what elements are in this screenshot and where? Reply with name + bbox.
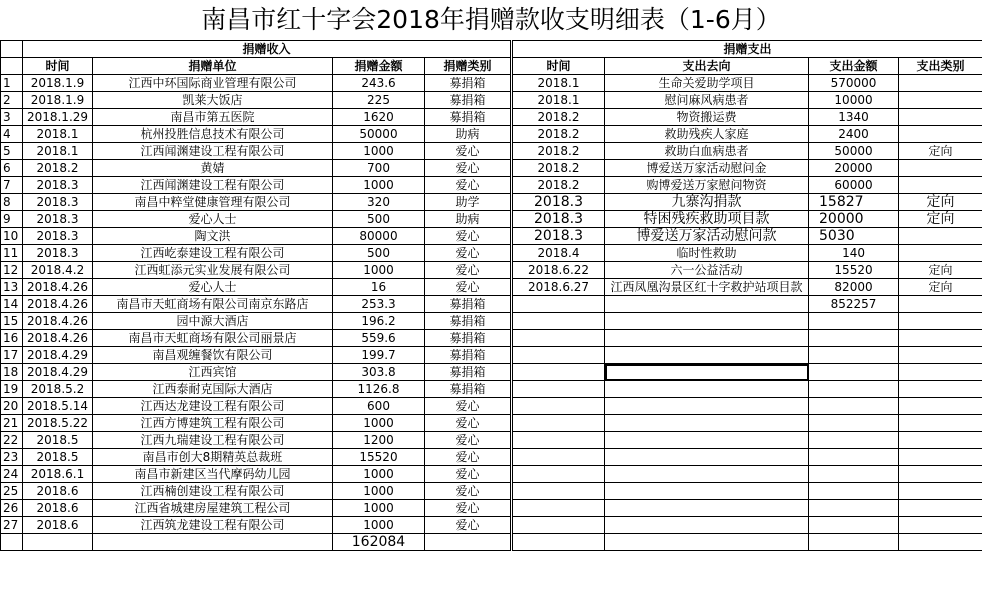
income-date-cell[interactable]: 2018.6 — [23, 500, 93, 517]
income-date-cell[interactable]: 2018.3 — [23, 245, 93, 262]
expense-amount-cell[interactable]: 570000 — [809, 75, 899, 92]
expense-column-header[interactable]: 支出类别 — [899, 58, 982, 75]
expense-amount-cell[interactable] — [809, 466, 899, 483]
expense-destination-cell[interactable] — [605, 313, 809, 330]
income-amount-cell[interactable]: 1000 — [333, 517, 425, 534]
income-date-cell[interactable]: 2018.5.14 — [23, 398, 93, 415]
row-index-cell[interactable]: 8 — [1, 194, 23, 211]
table-row — [1, 364, 982, 381]
income-donor-cell[interactable] — [93, 534, 333, 551]
income-amount-cell[interactable]: 15520 — [333, 449, 425, 466]
table-row — [1, 415, 982, 432]
income-donor-cell[interactable]: 凯莱大饭店 — [93, 92, 333, 109]
expense-type-cell[interactable] — [899, 415, 982, 432]
expense-date-cell[interactable] — [513, 432, 605, 449]
blank-cell[interactable] — [1, 41, 23, 58]
table-row — [1, 126, 982, 143]
expense-destination-cell[interactable]: 六一公益活动 — [605, 262, 809, 279]
table-row — [1, 517, 982, 534]
row-index-cell[interactable]: 2 — [1, 92, 23, 109]
income-type-cell[interactable]: 助病 — [425, 126, 511, 143]
income-date-cell[interactable]: 2018.1.9 — [23, 92, 93, 109]
expense-destination-cell[interactable]: 生命关爱助学项目 — [605, 75, 809, 92]
income-date-cell[interactable] — [23, 534, 93, 551]
row-index-cell[interactable]: 14 — [1, 296, 23, 313]
income-donor-cell[interactable]: 南昌市天虹商场有限公司南京东路店 — [93, 296, 333, 313]
income-date-cell[interactable]: 2018.4.26 — [23, 279, 93, 296]
income-donor-cell[interactable]: 黄婧 — [93, 160, 333, 177]
income-date-cell[interactable]: 2018.1.9 — [23, 75, 93, 92]
row-index-cell[interactable]: 4 — [1, 126, 23, 143]
table-row — [1, 262, 982, 279]
income-donor-cell[interactable]: 江西九瑞建设工程有限公司 — [93, 432, 333, 449]
expense-destination-cell[interactable]: 慰问麻风病患者 — [605, 92, 809, 109]
income-date-cell[interactable]: 2018.5 — [23, 449, 93, 466]
row-index-cell[interactable]: 26 — [1, 500, 23, 517]
income-donor-cell[interactable]: 江西达龙建设工程有限公司 — [93, 398, 333, 415]
income-type-cell[interactable]: 助学 — [425, 194, 511, 211]
table-row — [1, 228, 982, 245]
expense-date-cell[interactable] — [513, 313, 605, 330]
expense-destination-cell[interactable]: 购博爱送万家慰问物资 — [605, 177, 809, 194]
expense-type-cell[interactable] — [899, 92, 982, 109]
income-type-cell[interactable]: 爱心 — [425, 466, 511, 483]
row-index-cell[interactable]: 18 — [1, 364, 23, 381]
expense-date-cell[interactable] — [513, 364, 605, 381]
table-row — [1, 109, 982, 126]
expense-date-cell[interactable]: 2018.1 — [513, 75, 605, 92]
income-donor-cell[interactable]: 爱心人士 — [93, 279, 333, 296]
expense-amount-cell[interactable] — [809, 534, 899, 551]
row-index-cell[interactable]: 20 — [1, 398, 23, 415]
income-date-cell[interactable]: 2018.4.26 — [23, 296, 93, 313]
income-type-cell[interactable]: 爱心 — [425, 517, 511, 534]
income-column-header[interactable]: 捐赠金额 — [333, 58, 425, 75]
row-index-cell[interactable]: 13 — [1, 279, 23, 296]
expense-type-cell[interactable] — [899, 330, 982, 347]
income-type-cell[interactable]: 爱心 — [425, 262, 511, 279]
income-section-header[interactable]: 捐赠收入 — [23, 41, 511, 58]
row-index-cell[interactable]: 15 — [1, 313, 23, 330]
income-type-cell[interactable]: 募捐箱 — [425, 296, 511, 313]
expense-amount-cell[interactable] — [809, 432, 899, 449]
income-amount-cell[interactable]: 1000 — [333, 483, 425, 500]
income-amount-cell[interactable]: 600 — [333, 398, 425, 415]
income-amount-cell[interactable]: 1000 — [333, 177, 425, 194]
income-type-cell[interactable]: 爱心 — [425, 432, 511, 449]
expense-column-header[interactable]: 时间 — [513, 58, 605, 75]
expense-amount-cell[interactable] — [809, 364, 899, 381]
income-type-cell[interactable]: 募捐箱 — [425, 92, 511, 109]
table-row — [1, 245, 982, 262]
expense-destination-cell[interactable] — [605, 415, 809, 432]
income-date-cell[interactable]: 2018.3 — [23, 177, 93, 194]
column-header-row — [1, 58, 982, 75]
row-index-cell[interactable] — [1, 534, 23, 551]
table-row — [1, 330, 982, 347]
income-amount-cell[interactable]: 1000 — [333, 415, 425, 432]
row-index-cell[interactable]: 1 — [1, 75, 23, 92]
income-type-cell[interactable]: 募捐箱 — [425, 364, 511, 381]
row-index-cell[interactable]: 19 — [1, 381, 23, 398]
expense-destination-cell[interactable] — [605, 330, 809, 347]
income-type-cell[interactable]: 募捐箱 — [425, 347, 511, 364]
row-index-cell[interactable]: 16 — [1, 330, 23, 347]
row-index-cell[interactable]: 9 — [1, 211, 23, 228]
income-donor-cell[interactable]: 江西宾馆 — [93, 364, 333, 381]
expense-destination-cell[interactable]: 博爱送万家活动慰问金 — [605, 160, 809, 177]
expense-destination-cell[interactable]: 物资搬运费 — [605, 109, 809, 126]
expense-amount-cell[interactable]: 60000 — [809, 177, 899, 194]
income-donor-cell[interactable]: 江西楠创建设工程有限公司 — [93, 483, 333, 500]
income-date-cell[interactable]: 2018.4.29 — [23, 364, 93, 381]
expense-amount-cell[interactable] — [809, 449, 899, 466]
income-type-cell[interactable]: 爱心 — [425, 500, 511, 517]
expense-date-cell[interactable]: 2018.2 — [513, 177, 605, 194]
expense-type-cell[interactable]: 定向 — [899, 143, 982, 160]
expense-destination-cell[interactable]: 江西凤凰沟景区红十字救护站项目款 — [605, 279, 809, 296]
income-donor-cell[interactable]: 南昌市创大8期精英总裁班 — [93, 449, 333, 466]
row-index-cell[interactable]: 7 — [1, 177, 23, 194]
row-index-cell[interactable]: 24 — [1, 466, 23, 483]
income-amount-cell[interactable]: 1000 — [333, 500, 425, 517]
expense-amount-cell[interactable]: 15827 — [809, 194, 899, 211]
expense-destination-cell[interactable]: 救助白血病患者 — [605, 143, 809, 160]
expense-type-cell[interactable]: 定向 — [899, 194, 982, 211]
expense-amount-cell[interactable] — [809, 517, 899, 534]
table-row — [1, 177, 982, 194]
income-amount-cell[interactable]: 303.8 — [333, 364, 425, 381]
income-donor-cell[interactable]: 江西闻渊建设工程有限公司 — [93, 177, 333, 194]
income-donor-cell[interactable]: 南昌市第五医院 — [93, 109, 333, 126]
row-index-cell[interactable]: 22 — [1, 432, 23, 449]
expense-date-cell[interactable] — [513, 330, 605, 347]
expense-date-cell[interactable] — [513, 415, 605, 432]
income-total-cell[interactable]: 162084 — [333, 534, 425, 551]
expense-type-cell[interactable] — [899, 126, 982, 143]
table-row — [1, 500, 982, 517]
income-date-cell[interactable]: 2018.6.1 — [23, 466, 93, 483]
income-amount-cell[interactable]: 16 — [333, 279, 425, 296]
income-donor-cell[interactable]: 江西筑龙建设工程有限公司 — [93, 517, 333, 534]
table-row — [1, 75, 982, 92]
expense-amount-cell[interactable]: 1340 — [809, 109, 899, 126]
expense-destination-cell[interactable]: 九寨沟捐款 — [605, 194, 809, 211]
expense-date-cell[interactable]: 2018.4 — [513, 245, 605, 262]
income-amount-cell[interactable]: 500 — [333, 211, 425, 228]
income-date-cell[interactable]: 2018.1 — [23, 126, 93, 143]
expense-total-cell[interactable]: 852257 — [809, 296, 899, 313]
expense-type-cell[interactable]: 定向 — [899, 262, 982, 279]
blank-cell[interactable] — [1, 58, 23, 75]
expense-date-cell[interactable]: 2018.2 — [513, 109, 605, 126]
expense-amount-cell[interactable] — [809, 415, 899, 432]
income-donor-cell[interactable]: 江西屹泰建设工程有限公司 — [93, 245, 333, 262]
expense-date-cell[interactable] — [513, 449, 605, 466]
table-row — [1, 211, 982, 228]
income-donor-cell[interactable]: 南昌观缠餐饮有限公司 — [93, 347, 333, 364]
expense-type-cell[interactable] — [899, 449, 982, 466]
expense-destination-cell[interactable] — [605, 517, 809, 534]
income-column-header[interactable]: 时间 — [23, 58, 93, 75]
income-column-header[interactable]: 捐赠单位 — [93, 58, 333, 75]
expense-amount-cell[interactable]: 2400 — [809, 126, 899, 143]
table-row — [1, 92, 982, 109]
income-donor-cell[interactable]: 江西中环国际商业管理有限公司 — [93, 75, 333, 92]
expense-date-cell[interactable] — [513, 483, 605, 500]
income-date-cell[interactable]: 2018.6 — [23, 483, 93, 500]
expense-type-cell[interactable] — [899, 534, 982, 551]
income-date-cell[interactable]: 2018.1 — [23, 143, 93, 160]
expense-amount-cell[interactable] — [809, 483, 899, 500]
expense-date-cell[interactable]: 2018.2 — [513, 126, 605, 143]
income-type-cell[interactable]: 爱心 — [425, 483, 511, 500]
income-type-cell[interactable] — [425, 534, 511, 551]
table-row — [1, 432, 982, 449]
income-amount-cell[interactable]: 1000 — [333, 143, 425, 160]
income-column-header[interactable]: 捐赠类别 — [425, 58, 511, 75]
income-amount-cell[interactable]: 700 — [333, 160, 425, 177]
expense-destination-cell[interactable]: 特困残疾救助项目款 — [605, 211, 809, 228]
expense-date-cell[interactable] — [513, 466, 605, 483]
income-amount-cell[interactable]: 500 — [333, 245, 425, 262]
expense-section-header[interactable]: 捐赠支出 — [513, 41, 982, 58]
expense-type-cell[interactable]: 定向 — [899, 211, 982, 228]
section-header-row — [1, 41, 982, 58]
expense-destination-cell[interactable] — [605, 381, 809, 398]
expense-amount-cell[interactable]: 140 — [809, 245, 899, 262]
expense-type-cell[interactable] — [899, 177, 982, 194]
income-type-cell[interactable]: 募捐箱 — [425, 381, 511, 398]
expense-type-cell[interactable] — [899, 228, 982, 245]
income-amount-cell[interactable]: 320 — [333, 194, 425, 211]
income-amount-cell[interactable]: 1000 — [333, 466, 425, 483]
income-type-cell[interactable]: 爱心 — [425, 143, 511, 160]
expense-type-cell[interactable] — [899, 432, 982, 449]
expense-destination-cell[interactable] — [605, 500, 809, 517]
expense-date-cell[interactable]: 2018.6.27 — [513, 279, 605, 296]
row-index-cell[interactable]: 21 — [1, 415, 23, 432]
expense-type-cell[interactable] — [899, 483, 982, 500]
income-type-cell[interactable]: 募捐箱 — [425, 330, 511, 347]
row-index-cell[interactable]: 27 — [1, 517, 23, 534]
income-date-cell[interactable]: 2018.3 — [23, 228, 93, 245]
table-row — [1, 449, 982, 466]
table-row — [1, 381, 982, 398]
row-index-cell[interactable]: 11 — [1, 245, 23, 262]
expense-type-cell[interactable] — [899, 466, 982, 483]
expense-amount-cell[interactable]: 20000 — [809, 160, 899, 177]
expense-date-cell[interactable] — [513, 381, 605, 398]
row-index-cell[interactable]: 6 — [1, 160, 23, 177]
expense-type-cell[interactable] — [899, 245, 982, 262]
expense-date-cell[interactable]: 2018.3 — [513, 211, 605, 228]
table-row — [1, 483, 982, 500]
expense-amount-cell[interactable] — [809, 347, 899, 364]
expense-amount-cell[interactable]: 15520 — [809, 262, 899, 279]
expense-destination-cell[interactable]: 博爱送万家活动慰问款 — [605, 228, 809, 245]
expense-destination-cell[interactable] — [605, 534, 809, 551]
donation-table — [0, 40, 982, 551]
income-date-cell[interactable]: 2018.2 — [23, 160, 93, 177]
income-date-cell[interactable]: 2018.3 — [23, 194, 93, 211]
expense-amount-cell[interactable]: 5030 — [809, 228, 899, 245]
expense-destination-cell[interactable] — [605, 483, 809, 500]
expense-amount-cell[interactable] — [809, 381, 899, 398]
income-type-cell[interactable]: 爱心 — [425, 449, 511, 466]
expense-amount-cell[interactable]: 50000 — [809, 143, 899, 160]
income-donor-cell[interactable]: 江西省城建房屋建筑工程公司 — [93, 500, 333, 517]
income-amount-cell[interactable]: 1620 — [333, 109, 425, 126]
expense-destination-cell[interactable] — [605, 398, 809, 415]
income-type-cell[interactable]: 爱心 — [425, 398, 511, 415]
income-amount-cell[interactable]: 225 — [333, 92, 425, 109]
table-row — [1, 313, 982, 330]
income-amount-cell[interactable]: 196.2 — [333, 313, 425, 330]
table-row — [1, 143, 982, 160]
expense-destination-cell[interactable] — [605, 347, 809, 364]
expense-type-cell[interactable] — [899, 75, 982, 92]
expense-column-header[interactable]: 支出金额 — [809, 58, 899, 75]
row-index-cell[interactable]: 25 — [1, 483, 23, 500]
expense-type-cell[interactable] — [899, 296, 982, 313]
income-type-cell[interactable]: 爱心 — [425, 160, 511, 177]
table-row — [1, 534, 982, 551]
income-donor-cell[interactable]: 南昌市新建区当代摩码幼儿园 — [93, 466, 333, 483]
expense-amount-cell[interactable] — [809, 330, 899, 347]
income-date-cell[interactable]: 2018.5.22 — [23, 415, 93, 432]
income-type-cell[interactable]: 爱心 — [425, 245, 511, 262]
table-row — [1, 398, 982, 415]
table-row — [1, 279, 982, 296]
expense-date-cell[interactable] — [513, 517, 605, 534]
expense-date-cell[interactable] — [513, 347, 605, 364]
table-row — [1, 466, 982, 483]
income-date-cell[interactable]: 2018.4.26 — [23, 330, 93, 347]
income-amount-cell[interactable]: 243.6 — [333, 75, 425, 92]
expense-date-cell[interactable] — [513, 534, 605, 551]
row-index-cell[interactable]: 17 — [1, 347, 23, 364]
income-amount-cell[interactable]: 80000 — [333, 228, 425, 245]
expense-destination-cell[interactable] — [605, 432, 809, 449]
income-type-cell[interactable]: 助病 — [425, 211, 511, 228]
income-amount-cell[interactable]: 1126.8 — [333, 381, 425, 398]
expense-column-header[interactable]: 支出去向 — [605, 58, 809, 75]
income-donor-cell[interactable]: 南昌中粹堂健康管理有限公司 — [93, 194, 333, 211]
income-date-cell[interactable]: 2018.4.29 — [23, 347, 93, 364]
income-donor-cell[interactable]: 江西闻渊建设工程有限公司 — [93, 143, 333, 160]
expense-destination-cell[interactable]: 救助残疾人家庭 — [605, 126, 809, 143]
income-donor-cell[interactable]: 江西方博建筑工程有限公司 — [93, 415, 333, 432]
expense-destination-cell[interactable] — [605, 449, 809, 466]
income-amount-cell[interactable]: 1000 — [333, 262, 425, 279]
income-date-cell[interactable]: 2018.1.29 — [23, 109, 93, 126]
expense-date-cell[interactable]: 2018.3 — [513, 228, 605, 245]
income-amount-cell[interactable]: 253.3 — [333, 296, 425, 313]
expense-type-cell[interactable] — [899, 160, 982, 177]
row-index-cell[interactable]: 10 — [1, 228, 23, 245]
expense-date-cell[interactable]: 2018.6.22 — [513, 262, 605, 279]
expense-type-cell[interactable] — [899, 347, 982, 364]
income-type-cell[interactable]: 募捐箱 — [425, 313, 511, 330]
expense-type-cell[interactable]: 定向 — [899, 279, 982, 296]
expense-date-cell[interactable] — [513, 398, 605, 415]
income-amount-cell[interactable]: 50000 — [333, 126, 425, 143]
income-donor-cell[interactable]: 园中源大酒店 — [93, 313, 333, 330]
row-index-cell[interactable]: 12 — [1, 262, 23, 279]
income-donor-cell[interactable]: 陶文洪 — [93, 228, 333, 245]
expense-destination-cell[interactable] — [605, 296, 809, 313]
expense-type-cell[interactable] — [899, 500, 982, 517]
income-type-cell[interactable]: 募捐箱 — [425, 109, 511, 126]
income-date-cell[interactable]: 2018.6 — [23, 517, 93, 534]
expense-amount-cell[interactable]: 10000 — [809, 92, 899, 109]
income-donor-cell[interactable]: 杭州投胜信息技术有限公司 — [93, 126, 333, 143]
income-amount-cell[interactable]: 559.6 — [333, 330, 425, 347]
expense-type-cell[interactable] — [899, 398, 982, 415]
income-type-cell[interactable]: 爱心 — [425, 228, 511, 245]
table-row — [1, 347, 982, 364]
expense-date-cell[interactable]: 2018.1 — [513, 92, 605, 109]
expense-amount-cell[interactable] — [809, 500, 899, 517]
expense-destination-cell[interactable] — [605, 466, 809, 483]
expense-date-cell[interactable]: 2018.2 — [513, 160, 605, 177]
income-date-cell[interactable]: 2018.4.2 — [23, 262, 93, 279]
income-date-cell[interactable]: 2018.5.2 — [23, 381, 93, 398]
income-amount-cell[interactable]: 1200 — [333, 432, 425, 449]
row-index-cell[interactable]: 23 — [1, 449, 23, 466]
expense-type-cell[interactable] — [899, 313, 982, 330]
income-type-cell[interactable]: 爱心 — [425, 279, 511, 296]
income-amount-cell[interactable]: 199.7 — [333, 347, 425, 364]
selected-cell[interactable] — [605, 364, 809, 381]
income-donor-cell[interactable]: 江西虹添元实业发展有限公司 — [93, 262, 333, 279]
income-type-cell[interactable]: 募捐箱 — [425, 75, 511, 92]
row-index-cell[interactable]: 3 — [1, 109, 23, 126]
income-donor-cell[interactable]: 江西泰耐克国际大酒店 — [93, 381, 333, 398]
expense-type-cell[interactable] — [899, 364, 982, 381]
income-type-cell[interactable]: 爱心 — [425, 415, 511, 432]
table-row — [1, 194, 982, 211]
page-title: 南昌市红十字会2018年捐赠款收支明细表（1-6月） — [201, 5, 781, 34]
expense-date-cell[interactable] — [513, 500, 605, 517]
table-row — [1, 160, 982, 177]
expense-type-cell[interactable] — [899, 109, 982, 126]
expense-amount-cell[interactable] — [809, 313, 899, 330]
expense-date-cell[interactable]: 2018.2 — [513, 143, 605, 160]
expense-amount-cell[interactable]: 82000 — [809, 279, 899, 296]
income-donor-cell[interactable]: 南昌市天虹商场有限公司丽景店 — [93, 330, 333, 347]
income-type-cell[interactable]: 爱心 — [425, 177, 511, 194]
expense-date-cell[interactable]: 2018.3 — [513, 194, 605, 211]
income-date-cell[interactable]: 2018.3 — [23, 211, 93, 228]
income-donor-cell[interactable]: 爱心人士 — [93, 211, 333, 228]
income-date-cell[interactable]: 2018.4.26 — [23, 313, 93, 330]
expense-type-cell[interactable] — [899, 517, 982, 534]
expense-amount-cell[interactable]: 20000 — [809, 211, 899, 228]
table-row — [1, 296, 982, 313]
income-date-cell[interactable]: 2018.5 — [23, 432, 93, 449]
expense-type-cell[interactable] — [899, 381, 982, 398]
row-index-cell[interactable]: 5 — [1, 143, 23, 160]
expense-amount-cell[interactable] — [809, 398, 899, 415]
expense-date-cell[interactable] — [513, 296, 605, 313]
expense-destination-cell[interactable]: 临时性救助 — [605, 245, 809, 262]
